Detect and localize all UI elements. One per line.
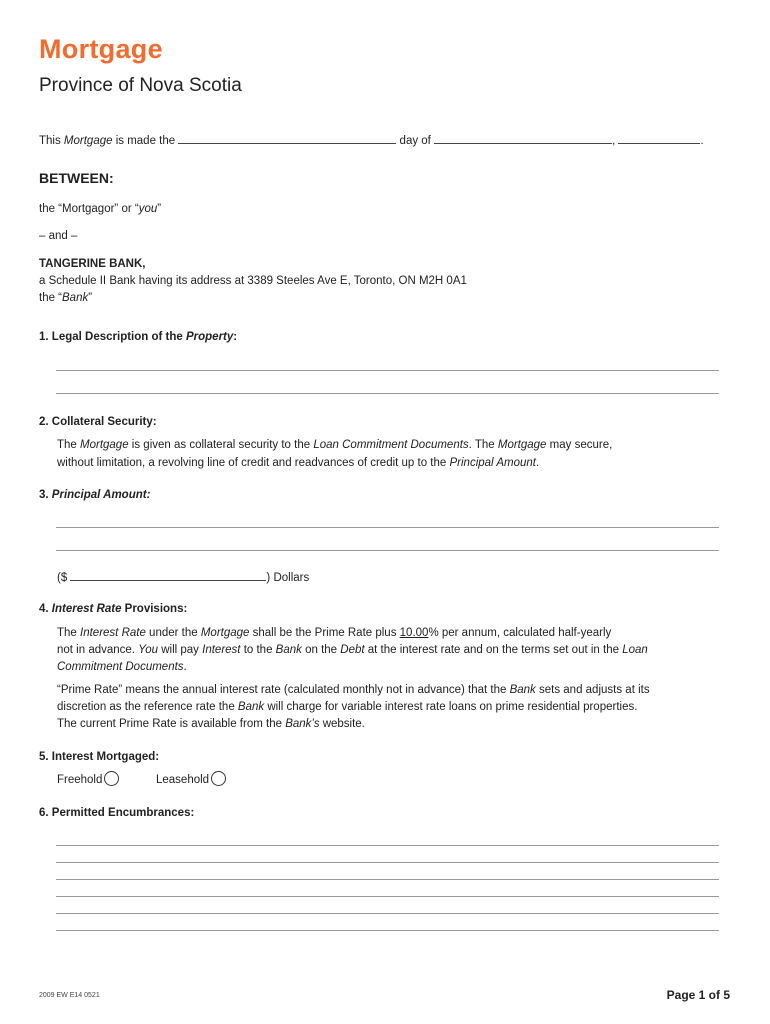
document-title: Mortgage — [39, 34, 163, 64]
bank-name: TANGERINE BANK, — [39, 258, 146, 270]
between-heading: BETWEEN: — [39, 170, 114, 186]
section-2-heading: 2. Collateral Security: — [39, 416, 157, 428]
bank-defined-line: the “Bank” — [39, 292, 93, 304]
encumbrances-line-2[interactable] — [56, 862, 719, 863]
mortgagor-line: the “Mortgagor” or “you” — [39, 203, 162, 215]
collateral-text-line-2: without limitation, a revolving line of credit and readvances of credit up to the Principal Amount. — [57, 457, 540, 469]
year-field[interactable] — [618, 132, 700, 144]
prime-rate-line-1: “Prime Rate” means the annual interest rate (calculated monthly not in advance) that the Bank sets and adjusts at its — [57, 684, 650, 696]
encumbrances-line-4[interactable] — [56, 896, 719, 897]
document-subtitle: Province of Nova Scotia — [39, 75, 242, 96]
section-1-heading: 1. Legal Description of the Property: — [39, 331, 238, 343]
principal-words-line-1[interactable] — [56, 527, 719, 528]
prime-rate-line-3: The current Prime Rate is available from the Bank’s website. — [57, 718, 365, 730]
intro-line: This Mortgage is made the day of , . — [39, 132, 704, 150]
interest-text-line-2: not in advance. You will pay Interest to the Bank on the Debt at the interest rate and on the terms set out in the Loan — [57, 644, 648, 656]
leasehold-label: Leasehold — [156, 774, 210, 786]
section-4-heading: 4. Interest Rate Provisions: — [39, 603, 188, 615]
page-number: Page 1 of 5 — [666, 988, 730, 1002]
encumbrances-line-6[interactable] — [56, 930, 719, 931]
rate-value: 10.00 — [399, 627, 429, 639]
principal-words-line-2[interactable] — [56, 550, 719, 551]
collateral-text-line-1: The Mortgage is given as collateral security to the Loan Commitment Documents. The Mortgage may secure, — [57, 439, 613, 451]
property-description-line-2[interactable] — [56, 393, 719, 394]
freehold-label: Freehold — [57, 774, 103, 786]
interest-text-line-1: The Interest Rate under the Mortgage shall be the Prime Rate plus 10.00% per annum, calculated half-yearly — [57, 627, 612, 639]
leasehold-option[interactable] — [156, 772, 226, 789]
month-field[interactable] — [434, 132, 612, 144]
day-field[interactable] — [178, 132, 396, 144]
section-6-heading: 6. Permitted Encumbrances: — [39, 807, 195, 819]
freehold-radio[interactable] — [104, 771, 119, 786]
form-code: 2009 EW E14 0521 — [39, 992, 100, 999]
encumbrances-line-5[interactable] — [56, 913, 719, 914]
bank-address: a Schedule II Bank having its address at 3389 Steeles Ave E, Toronto, ON M2H 0A1 — [39, 275, 467, 287]
and-separator: – and – — [39, 230, 78, 242]
freehold-option[interactable] — [57, 772, 119, 789]
encumbrances-line-3[interactable] — [56, 879, 719, 880]
section-5-heading: 5. Interest Mortgaged: — [39, 751, 160, 763]
interest-text-line-3: Commitment Documents. — [57, 661, 187, 673]
section-3-heading: 3. Principal Amount: — [39, 489, 151, 501]
property-description-line-1[interactable] — [56, 370, 719, 371]
encumbrances-line-1[interactable] — [56, 845, 719, 846]
principal-amount-field[interactable] — [70, 569, 266, 581]
principal-dollars-line: ($ ) Dollars — [57, 569, 309, 587]
leasehold-radio[interactable] — [211, 771, 226, 786]
prime-rate-line-2: discretion as the reference rate the Bank will charge for variable interest rate loans on prime residential properties. — [57, 701, 638, 713]
